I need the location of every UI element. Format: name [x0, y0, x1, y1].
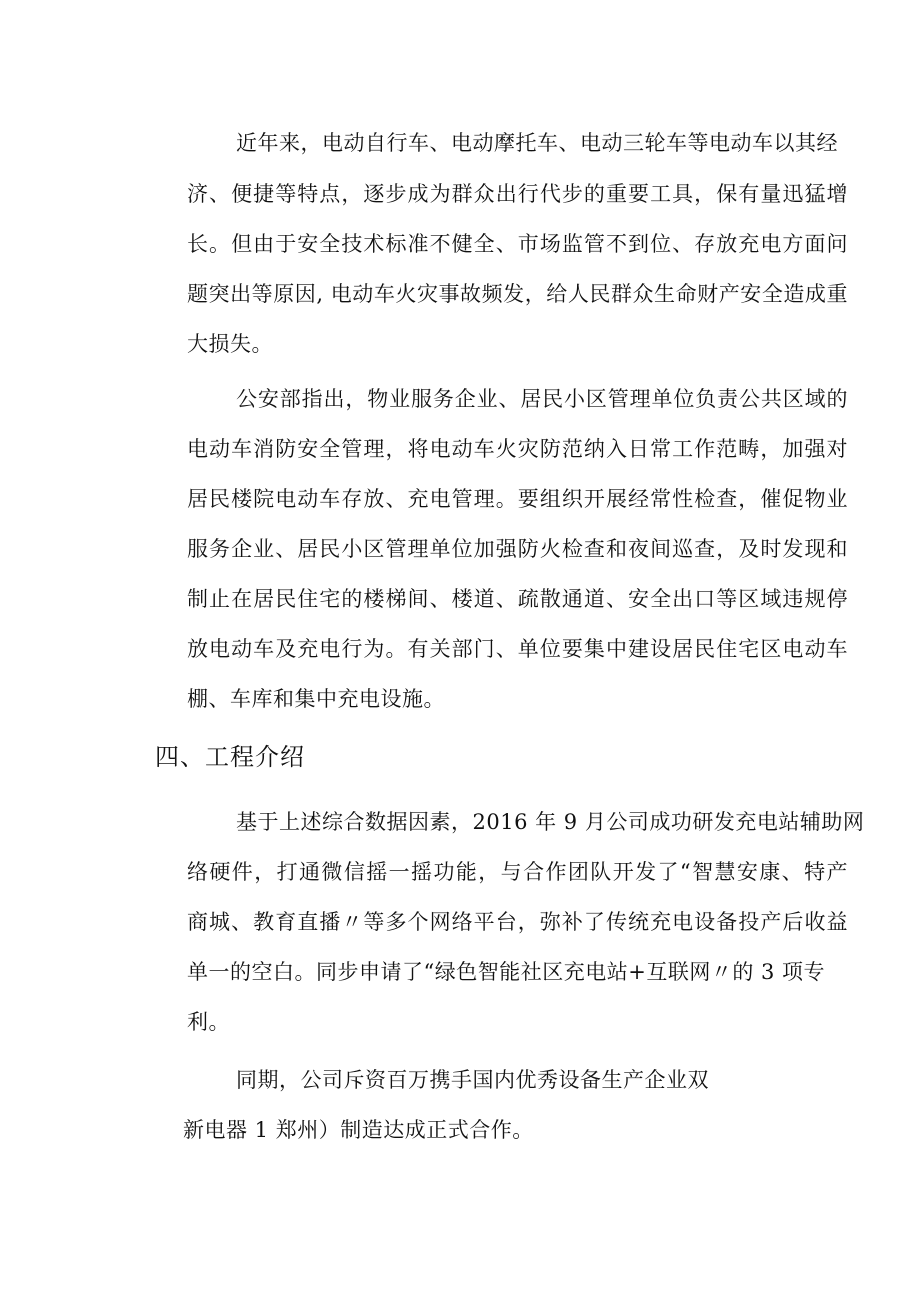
text-line: 近年来，电动自行车、电动摩托车、电动三轮车等电动车以其经 — [236, 131, 838, 155]
text-line: 新电器 1 郑州）制造达成正式合作。 — [183, 1118, 534, 1142]
text-line: 制止在居民住宅的楼梯间、楼道、疏散通道、安全出口等区域违规停 — [187, 587, 848, 611]
text-line: 络硬件，打通微信摇一摇功能，与合作团队开发了“智慧安康、特产 — [187, 860, 848, 884]
text-line: 济、便捷等特点，逐步成为群众出行代步的重要工具，保有量迅猛增 — [187, 182, 848, 206]
text-line: 棚、车库和集中充电设施。 — [187, 687, 445, 711]
text-line: 大损失。 — [187, 332, 273, 356]
text-line: 题突出等原因, 电动车火灾事故频发，给人民群众生命财产安全造成重 — [187, 282, 848, 306]
text-line: 电动车消防安全管理，将电动车火灾防范纳入日常工作范畴，加强对 — [187, 437, 848, 461]
text-line: 长。但由于安全技术标准不健全、市场监管不到位、存放充电方面问 — [187, 232, 848, 256]
text-line: 利。 — [187, 1010, 230, 1034]
text-line: 放电动车及充电行为。有关部门、单位要集中建设居民住宅区电动车 — [187, 637, 848, 661]
text-line: 基于上述综合数据因素，2016 年 9 月公司成功研发充电站辅助网 — [236, 810, 865, 834]
text-line: 单一的空白。同步申请了“绿色智能社区充电站+互联网〃的 3 项专 — [187, 960, 826, 984]
text-line: 服务企业、居民小区管理单位加强防火检查和夜间巡查，及时发现和 — [187, 537, 848, 561]
text-line: 商城、教育直播〃等多个网络平台，弥补了传统充电设备投产后收益 — [187, 910, 848, 934]
text-line: 居民楼院电动车存放、充电管理。要组织开展经常性检查，催促物业 — [187, 487, 848, 511]
text-line: 公安部指出，物业服务企业、居民小区管理单位负责公共区域的 — [236, 387, 848, 411]
section-heading: 四、工程介绍 — [155, 743, 305, 771]
text-line: 同期，公司斥资百万携手国内优秀设备生产企业双 — [236, 1068, 709, 1092]
